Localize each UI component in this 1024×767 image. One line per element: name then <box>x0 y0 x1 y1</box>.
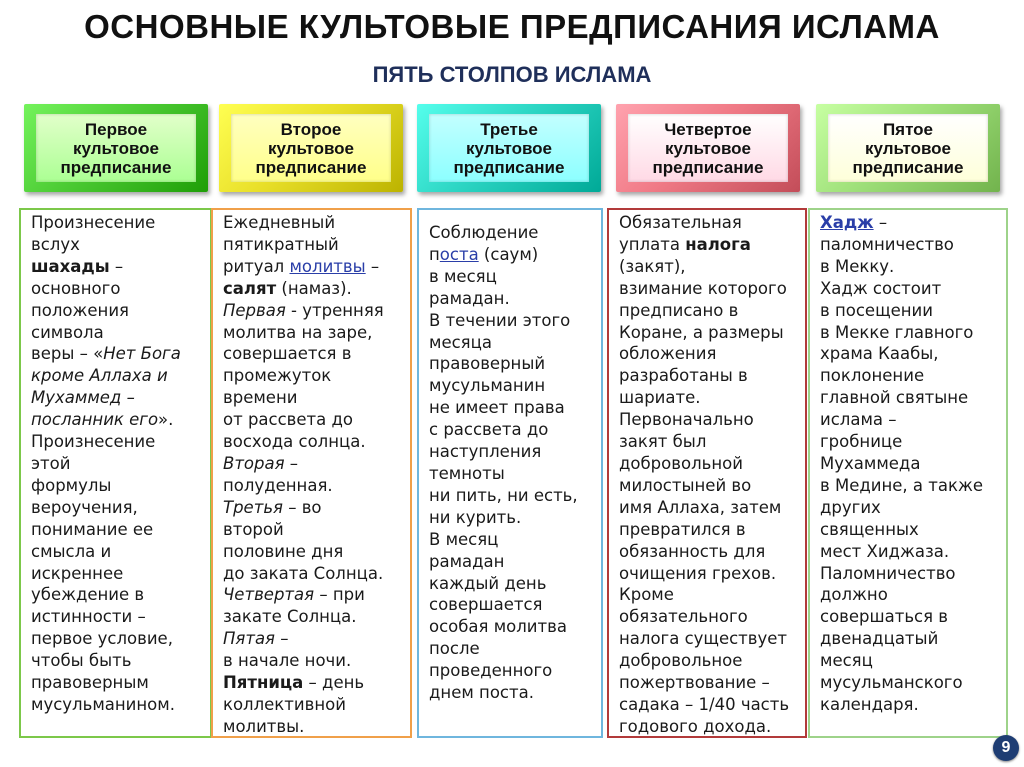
text-fragment: совершается <box>429 595 543 615</box>
term-link[interactable]: молитвы <box>289 256 366 276</box>
text-line <box>31 650 204 672</box>
text-fragment: В месяц <box>429 529 499 549</box>
header-label-line: Четвертое <box>664 119 752 139</box>
text-fragment: Обязательная <box>619 213 742 232</box>
column-second-prescription <box>211 208 412 738</box>
text-fragment: молитвы. <box>223 716 305 736</box>
text-fragment: основного <box>31 278 121 298</box>
text-fragment: положения <box>31 300 129 320</box>
header-label-line: Третье <box>480 119 538 139</box>
header-third-prescription <box>417 104 601 192</box>
text-line <box>619 519 799 541</box>
text-line <box>820 606 1000 628</box>
header-label-line: культовое <box>864 138 952 158</box>
text-fragment: Пятая <box>223 629 275 649</box>
text-fragment: Нет Бога <box>103 344 181 364</box>
text-fragment: (саум) <box>478 244 539 264</box>
text-fragment: – <box>274 629 289 649</box>
text-fragment: имя Аллаха, затем <box>619 497 782 517</box>
header-face <box>628 114 788 182</box>
text-fragment: Ежедневный <box>223 213 336 232</box>
text-fragment: Коране, а размеры <box>619 322 784 342</box>
text-fragment: – <box>284 453 299 473</box>
text-line <box>31 563 204 585</box>
text-line <box>223 343 404 365</box>
text-fragment: восхода солнца. <box>223 432 366 452</box>
text-fragment: - утренняя <box>285 300 384 320</box>
header-second-prescription <box>219 104 403 192</box>
text-line <box>223 606 404 628</box>
text-fragment: в посещении <box>820 300 934 320</box>
text-line <box>31 365 204 387</box>
text-line <box>619 563 799 585</box>
text-fragment: ритуал <box>223 256 290 276</box>
text-fragment: посланник его <box>31 410 159 430</box>
text-fragment: особая молитва <box>429 617 567 637</box>
text-fragment: ни курить. <box>429 507 522 527</box>
column-third-prescription <box>417 208 603 738</box>
text-line <box>429 660 595 682</box>
text-line <box>223 563 404 585</box>
text-line <box>223 694 404 716</box>
text-fragment: днем поста. <box>429 683 534 703</box>
text-line <box>429 594 595 616</box>
text-line <box>820 628 1000 650</box>
text-line <box>619 541 799 563</box>
text-fragment: мусульманского <box>820 673 963 693</box>
text-fragment: – <box>873 213 888 232</box>
text-line <box>619 606 799 628</box>
text-fragment: истинности – <box>31 607 146 627</box>
text-fragment: Хадж состоит <box>820 278 942 298</box>
text-fragment: годового дохода. <box>619 716 772 736</box>
text-line <box>31 453 204 475</box>
text-fragment: Пятница <box>223 673 304 693</box>
text-fragment: уплата <box>619 234 686 254</box>
text-line <box>820 475 1000 497</box>
text-line <box>429 332 595 354</box>
header-label <box>454 120 565 177</box>
text-line <box>429 441 595 463</box>
text-fragment: налога <box>685 234 751 254</box>
text-line <box>820 300 1000 322</box>
column-fifth-prescription <box>808 208 1008 738</box>
text-line <box>619 497 799 519</box>
text-line <box>223 475 404 497</box>
text-line <box>223 716 404 738</box>
text-fragment: закят был <box>619 432 707 452</box>
text-fragment: календаря. <box>820 694 919 714</box>
text-line <box>429 244 595 266</box>
header-label <box>853 120 964 177</box>
text-line <box>619 409 799 431</box>
text-line <box>619 322 799 344</box>
text-line <box>429 485 595 507</box>
text-line <box>429 551 595 573</box>
text-fragment: обложения <box>619 344 717 364</box>
text-line <box>429 375 595 397</box>
text-fragment: правоверным <box>31 673 149 693</box>
text-fragment: ни пить, ни есть, <box>429 485 578 505</box>
text-fragment: коллективной <box>223 694 346 714</box>
header-label <box>256 120 367 177</box>
text-fragment: (закят), <box>619 256 686 276</box>
text-line <box>619 278 799 300</box>
text-line <box>820 497 1000 519</box>
text-fragment: милостыней во <box>619 475 752 495</box>
text-line <box>223 541 404 563</box>
text-line <box>31 606 204 628</box>
text-fragment: ислама – <box>820 410 897 430</box>
text-line <box>429 419 595 441</box>
text-line <box>429 616 595 638</box>
text-fragment: шахады <box>31 256 110 276</box>
text-line <box>429 529 595 551</box>
text-fragment: этой <box>31 453 71 473</box>
header-label-line: культовое <box>267 138 355 158</box>
text-line <box>820 278 1000 300</box>
text-fragment: половине дня <box>223 541 344 561</box>
text-line <box>619 365 799 387</box>
text-fragment: других <box>820 497 881 517</box>
text-fragment: убеждение в <box>31 585 145 605</box>
text-fragment: – день <box>303 673 365 693</box>
header-face <box>36 114 196 182</box>
text-line <box>619 387 799 409</box>
text-line <box>31 694 204 716</box>
text-line <box>223 672 404 694</box>
text-fragment: мусульманин <box>429 376 546 396</box>
text-fragment: с рассвета до <box>429 420 549 440</box>
text-fragment: после <box>429 639 480 659</box>
header-first-prescription <box>24 104 208 192</box>
header-face <box>828 114 988 182</box>
text-line <box>820 584 1000 606</box>
text-fragment: формулы <box>31 475 112 495</box>
text-fragment: Третья <box>223 497 283 517</box>
text-fragment: полуденная. <box>223 475 333 495</box>
text-fragment: – при <box>314 585 365 605</box>
text-line <box>429 353 595 375</box>
text-fragment: взимание которого <box>619 278 787 298</box>
text-line <box>223 650 404 672</box>
text-fragment: рамадан <box>429 551 505 571</box>
text-fragment: главной святыне <box>820 388 969 408</box>
text-fragment: Паломничество <box>820 563 956 583</box>
text-line <box>429 638 595 660</box>
text-line <box>31 212 204 234</box>
text-fragment: – <box>109 256 124 276</box>
text-line <box>820 212 1000 234</box>
header-label-line: предписание <box>60 157 172 177</box>
text-fragment: добровольное <box>619 651 743 671</box>
text-line <box>619 300 799 322</box>
text-line <box>619 343 799 365</box>
text-fragment: Мухаммед – <box>31 388 135 408</box>
text-line <box>223 519 404 541</box>
text-fragment: храма Каабы, <box>820 344 939 364</box>
text-line <box>619 628 799 650</box>
text-fragment: времени <box>223 388 298 408</box>
text-line <box>31 497 204 519</box>
text-line <box>31 541 204 563</box>
text-line <box>31 322 204 344</box>
text-fragment: обязательного <box>619 607 748 627</box>
column-fourth-prescription <box>607 208 807 738</box>
text-fragment: промежуток <box>223 366 332 386</box>
text-line <box>619 256 799 278</box>
text-fragment: каждый день <box>429 573 547 593</box>
header-face <box>429 114 589 182</box>
header-label-line: предписание <box>453 157 565 177</box>
text-line <box>31 409 204 431</box>
text-fragment: веры – « <box>31 344 104 364</box>
text-line <box>619 475 799 497</box>
text-line <box>223 278 404 300</box>
header-fifth-prescription <box>816 104 1000 192</box>
text-fragment: закате Солнца. <box>223 607 357 627</box>
text-line <box>223 365 404 387</box>
text-line <box>820 387 1000 409</box>
text-line <box>619 584 799 606</box>
header-label-line: культовое <box>465 138 553 158</box>
text-line <box>429 507 595 529</box>
header-fourth-prescription <box>616 104 800 192</box>
text-line <box>820 694 1000 716</box>
text-line <box>31 278 204 300</box>
text-line <box>429 266 595 288</box>
text-line <box>223 322 404 344</box>
text-fragment: Произнесение <box>31 432 156 452</box>
text-fragment: поклонение <box>820 366 925 386</box>
text-line <box>820 365 1000 387</box>
text-fragment: первое условие, <box>31 629 173 649</box>
text-line <box>429 310 595 332</box>
header-label-line: предписание <box>652 157 764 177</box>
text-fragment: ». <box>158 410 174 430</box>
header-label <box>61 120 172 177</box>
text-fragment: месяц <box>820 651 873 671</box>
text-line <box>619 716 799 738</box>
text-fragment: Мухаммеда <box>820 453 921 473</box>
text-fragment: налога существует <box>619 629 788 649</box>
text-fragment: (намаз). <box>276 278 352 298</box>
text-fragment: от рассвета до <box>223 410 354 430</box>
text-fragment: садака – 1/40 часть <box>619 694 790 714</box>
text-line <box>429 463 595 485</box>
text-line <box>619 212 799 234</box>
text-line <box>223 584 404 606</box>
header-label-line: предписание <box>255 157 367 177</box>
text-fragment: второй <box>223 519 284 539</box>
text-fragment: добровольной <box>619 453 743 473</box>
text-fragment: Первая <box>223 300 286 320</box>
text-fragment: в Мекке главного <box>820 322 974 342</box>
text-line <box>820 563 1000 585</box>
text-line <box>429 222 595 244</box>
header-label-line: предписание <box>852 157 964 177</box>
text-line <box>31 387 204 409</box>
text-fragment: вероучения, <box>31 497 138 517</box>
text-fragment: до заката Солнца. <box>223 563 384 583</box>
page-subtitle: ПЯТЬ СТОЛПОВ ИСЛАМА <box>372 62 652 87</box>
header-label-line: культовое <box>72 138 160 158</box>
header-label-line: Второе <box>280 119 342 139</box>
header-label-line: Пятое <box>882 119 934 139</box>
text-fragment: разработаны в <box>619 366 748 386</box>
text-line <box>223 628 404 650</box>
text-fragment: пожертвование – <box>619 673 770 693</box>
text-line <box>223 256 404 278</box>
text-fragment: Кроме <box>619 585 674 605</box>
text-fragment: в начале ночи. <box>223 651 352 671</box>
text-fragment: очищения грехов. <box>619 563 777 583</box>
text-line <box>619 650 799 672</box>
text-line <box>31 475 204 497</box>
text-line <box>429 397 595 419</box>
text-line <box>619 431 799 453</box>
text-fragment: смысла и <box>31 541 112 561</box>
text-fragment: Первоначально <box>619 410 754 430</box>
text-line <box>223 497 404 519</box>
text-fragment: в Медине, а также <box>820 475 983 495</box>
text-fragment: правоверный <box>429 354 546 374</box>
text-fragment: В течении этого <box>429 310 571 330</box>
text-fragment: двенадцатый <box>820 629 939 649</box>
text-fragment: священных <box>820 519 919 539</box>
text-fragment: в Мекку. <box>820 256 895 276</box>
text-line <box>820 453 1000 475</box>
text-line <box>820 343 1000 365</box>
text-fragment: Произнесение <box>31 213 156 232</box>
text-fragment: превратился в <box>619 519 746 539</box>
text-fragment: рамадан. <box>429 288 510 308</box>
text-fragment: проведенного <box>429 661 553 681</box>
text-fragment: – во <box>282 497 322 517</box>
text-line <box>31 234 204 256</box>
text-fragment: месяца <box>429 332 492 352</box>
text-line <box>820 409 1000 431</box>
text-fragment: Четвертая <box>223 585 315 605</box>
text-line <box>31 672 204 694</box>
text-line <box>820 322 1000 344</box>
text-fragment: совершается в <box>223 344 352 364</box>
text-fragment: не имеет права <box>429 398 565 418</box>
term-link[interactable]: оста <box>439 244 479 264</box>
text-line <box>619 453 799 475</box>
text-line <box>223 409 404 431</box>
text-fragment: наступления <box>429 442 542 462</box>
text-fragment: символа <box>31 322 104 342</box>
text-line <box>31 300 204 322</box>
text-line <box>619 672 799 694</box>
text-line <box>619 234 799 256</box>
text-line <box>31 343 204 365</box>
text-fragment: молитва на заре, <box>223 322 373 342</box>
column-first-prescription <box>19 208 212 738</box>
text-fragment: вслух <box>31 234 80 254</box>
text-line <box>619 694 799 716</box>
header-face <box>231 114 391 182</box>
text-line <box>429 573 595 595</box>
text-fragment: искреннее <box>31 563 124 583</box>
text-line <box>223 300 404 322</box>
term-link[interactable]: Хадж <box>820 213 874 232</box>
text-line <box>820 541 1000 563</box>
text-fragment: п <box>429 244 440 264</box>
text-fragment: Соблюдение <box>429 223 539 242</box>
text-line <box>223 387 404 409</box>
header-label <box>653 120 764 177</box>
text-line <box>429 288 595 310</box>
text-fragment: шариате. <box>619 388 701 408</box>
text-fragment: кроме Аллаха и <box>31 366 168 386</box>
text-fragment: – <box>365 256 380 276</box>
text-fragment: совершаться в <box>820 607 949 627</box>
text-fragment: салят <box>223 278 277 298</box>
text-fragment: темноты <box>429 463 505 483</box>
text-line <box>820 672 1000 694</box>
text-line <box>820 431 1000 453</box>
text-fragment: предписано в <box>619 300 739 320</box>
text-fragment: гробнице <box>820 432 903 452</box>
text-line <box>820 256 1000 278</box>
text-fragment: обязанность для <box>619 541 766 561</box>
text-line <box>31 519 204 541</box>
text-line <box>31 431 204 453</box>
text-fragment: паломничество <box>820 234 954 254</box>
text-line <box>31 256 204 278</box>
text-fragment: должно <box>820 585 888 605</box>
header-label-line: Первое <box>84 119 148 139</box>
text-fragment: мест Хиджаза. <box>820 541 950 561</box>
text-fragment: пятикратный <box>223 234 339 254</box>
text-line <box>429 682 595 704</box>
text-fragment: понимание ее <box>31 519 154 539</box>
text-line <box>223 431 404 453</box>
text-line <box>223 234 404 256</box>
page-title: ОСНОВНЫЕ КУЛЬТОВЫЕ ПРЕДПИСАНИЯ ИСЛАМА <box>84 8 940 45</box>
text-fragment: чтобы быть <box>31 651 132 671</box>
text-fragment: мусульманином. <box>31 694 175 714</box>
text-fragment: в месяц <box>429 266 497 286</box>
text-line <box>31 584 204 606</box>
text-fragment: Вторая <box>223 453 285 473</box>
text-line <box>820 650 1000 672</box>
page-number-badge: 9 <box>993 735 1019 761</box>
text-line <box>223 453 404 475</box>
text-line <box>820 519 1000 541</box>
text-line <box>223 212 404 234</box>
text-line <box>820 234 1000 256</box>
header-label-line: культовое <box>664 138 752 158</box>
text-line <box>31 628 204 650</box>
